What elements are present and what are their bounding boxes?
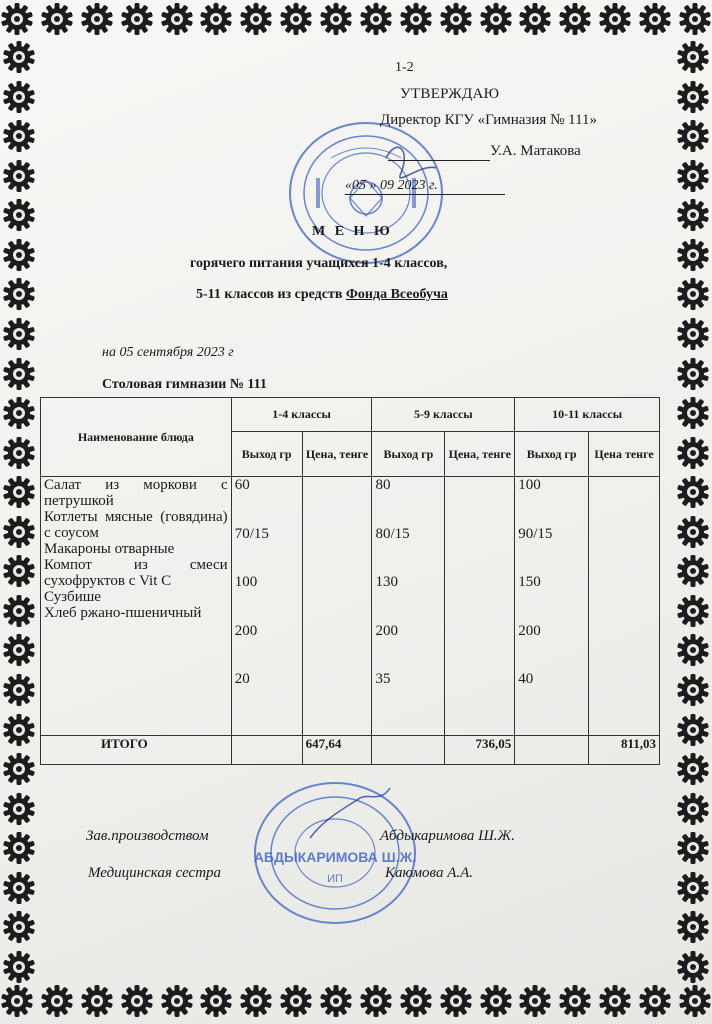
ornament-flower-icon: [439, 984, 473, 1018]
ornament-border-bottom: [0, 984, 712, 1024]
yields-10-11: [515, 477, 589, 736]
total-empty-cell: [515, 736, 589, 765]
yield-value: 80/15: [375, 525, 410, 542]
price-header: Цена тенге: [589, 432, 660, 477]
ornament-flower-icon: [676, 396, 710, 430]
ornament-flower-icon: [678, 2, 712, 36]
ornament-flower-icon: [518, 984, 552, 1018]
ornament-flower-icon: [676, 357, 710, 391]
ornament-flower-icon: [676, 831, 710, 865]
ornament-flower-icon: [40, 2, 74, 36]
ornament-flower-icon: [598, 2, 632, 36]
yields-5-9: [372, 477, 445, 736]
ornament-flower-icon: [359, 2, 393, 36]
dish-item: Хлеб ржано-пшеничный: [44, 605, 202, 621]
ornament-flower-icon: [676, 238, 710, 272]
ornament-border-left: [2, 40, 42, 984]
total-row: [41, 736, 660, 765]
stamp-type-text: ИП: [327, 873, 343, 885]
ornament-flower-icon: [676, 159, 710, 193]
yield-value: 90/15: [518, 525, 553, 542]
dish-item: Котлеты мясные (говядина) с соусом: [44, 509, 228, 541]
yield-value: 35: [375, 671, 391, 687]
canteen-name: Столовая гимназии № 111: [102, 377, 267, 392]
approval-date: «05 » 09 2023 г.: [345, 178, 438, 193]
yield-value: 70/15: [234, 525, 269, 542]
yield-value: 100: [518, 477, 541, 493]
ornament-flower-icon: [2, 910, 36, 944]
ornament-flower-icon: [359, 984, 393, 1018]
production-manager-name: Абдыкаримова Ш.Ж.: [380, 828, 515, 844]
ornament-flower-icon: [2, 357, 36, 391]
entrepreneur-stamp: [250, 778, 420, 928]
ornament-flower-icon: [676, 950, 710, 984]
menu-subtitle-line1: горячего питания учащихся 1-4 классов,: [190, 256, 448, 271]
price-header: Цена, тенге: [445, 432, 515, 477]
ornament-flower-icon: [2, 475, 36, 509]
ornament-flower-icon: [676, 871, 710, 905]
ornament-flower-icon: [676, 317, 710, 351]
ornament-flower-icon: [676, 475, 710, 509]
ornament-flower-icon: [439, 2, 473, 36]
ornament-flower-icon: [199, 2, 233, 36]
ornament-flower-icon: [120, 984, 154, 1018]
dish-item: Сузбише: [44, 589, 101, 605]
ornament-flower-icon: [638, 984, 672, 1018]
total-5-9: 736,05: [445, 736, 515, 765]
ornament-flower-icon: [676, 752, 710, 786]
ornament-flower-icon: [676, 515, 710, 549]
ornament-flower-icon: [2, 238, 36, 272]
ornament-flower-icon: [2, 554, 36, 588]
yield-value: 80: [375, 477, 391, 493]
ornament-flower-icon: [399, 2, 433, 36]
ornament-flower-icon: [676, 910, 710, 944]
group-header-10-11: 10-11 классы: [515, 398, 660, 432]
yield-value: 200: [375, 622, 398, 639]
total-1-4: 647,64: [302, 736, 372, 765]
stamp-name-text: АБДЫКАРИМОВА Ш.Ж.: [253, 849, 417, 865]
yield-header: Выход гр: [372, 432, 445, 477]
ornament-flower-icon: [676, 554, 710, 588]
ornament-flower-icon: [676, 673, 710, 707]
ornament-flower-icon: [2, 277, 36, 311]
dish-item: Компот из смеси сухофруктов с Vit C: [44, 557, 228, 589]
dish-column-header: Наименование блюда: [41, 398, 232, 477]
ornament-flower-icon: [479, 2, 513, 36]
ornament-flower-icon: [676, 633, 710, 667]
ornament-flower-icon: [2, 317, 36, 351]
menu-title: М Е Н Ю: [312, 224, 393, 239]
ornament-flower-icon: [2, 594, 36, 628]
yield-value: 200: [234, 622, 258, 639]
ornament-flower-icon: [120, 2, 154, 36]
table-row: [41, 477, 660, 736]
dish-item: Макароны отварные: [44, 541, 175, 557]
price-cell: [445, 477, 515, 736]
ornament-flower-icon: [2, 950, 36, 984]
total-empty-cell: [231, 736, 302, 765]
ornament-flower-icon: [2, 792, 36, 826]
ornament-border-right: [676, 40, 712, 984]
signature-line: [388, 160, 490, 161]
ornament-flower-icon: [160, 984, 194, 1018]
nurse-name: Каюмова А.А.: [385, 865, 474, 881]
ornament-flower-icon: [2, 436, 36, 470]
yield-value: 60: [234, 477, 250, 493]
ornament-flower-icon: [676, 119, 710, 153]
menu-subtitle-line2: [196, 287, 448, 303]
ornament-flower-icon: [638, 2, 672, 36]
ornament-flower-icon: [0, 984, 34, 1018]
ornament-flower-icon: [676, 198, 710, 232]
director-name: У.А. Матакова: [490, 143, 581, 159]
director-title: Директор КГУ «Гимназия № 111»: [380, 112, 598, 128]
ornament-flower-icon: [2, 673, 36, 707]
ornament-flower-icon: [2, 871, 36, 905]
ornament-flower-icon: [2, 633, 36, 667]
ornament-flower-icon: [2, 119, 36, 153]
ornament-flower-icon: [160, 2, 194, 36]
ornament-flower-icon: [2, 198, 36, 232]
yield-value: 20: [234, 671, 250, 687]
ornament-flower-icon: [279, 984, 313, 1018]
ornament-flower-icon: [676, 594, 710, 628]
yield-value: 100: [234, 574, 258, 590]
ornament-flower-icon: [2, 713, 36, 747]
yield-value: 130: [375, 574, 398, 590]
total-label: ИТОГО: [41, 736, 232, 765]
price-cell: [302, 477, 372, 736]
dish-item: Салат из моркови с петрушкой: [44, 477, 228, 509]
ornament-flower-icon: [676, 436, 710, 470]
nurse-role: Медицинская сестра: [88, 865, 222, 881]
total-10-11: 811,03: [589, 736, 660, 765]
ornament-flower-icon: [518, 2, 552, 36]
ornament-flower-icon: [479, 984, 513, 1018]
menu-date: на 05 сентября 2023 г: [102, 345, 234, 360]
ornament-flower-icon: [199, 984, 233, 1018]
yields-1-4: [231, 477, 302, 736]
ornament-flower-icon: [239, 2, 273, 36]
group-header-5-9: 5-9 классы: [372, 398, 515, 432]
ornament-flower-icon: [678, 984, 712, 1018]
date-underline: [345, 194, 505, 195]
ornament-flower-icon: [598, 984, 632, 1018]
ornament-flower-icon: [2, 515, 36, 549]
ornament-flower-icon: [80, 984, 114, 1018]
ornament-flower-icon: [676, 277, 710, 311]
ornament-border-top: [0, 2, 712, 42]
approval-heading: УТВЕРЖДАЮ: [400, 86, 500, 102]
ornament-flower-icon: [279, 2, 313, 36]
ornament-flower-icon: [558, 984, 592, 1018]
ornament-flower-icon: [2, 752, 36, 786]
price-header: Цена, тенге: [302, 432, 372, 477]
ornament-flower-icon: [558, 2, 592, 36]
ornament-flower-icon: [40, 984, 74, 1018]
yield-header: Выход гр: [515, 432, 589, 477]
group-header-1-4: 1-4 классы: [231, 398, 372, 432]
ornament-flower-icon: [319, 2, 353, 36]
yield-value: 150: [518, 574, 541, 590]
production-manager-role: Зав.производством: [86, 828, 209, 844]
document-number: 1-2: [395, 60, 414, 75]
price-cell: [589, 477, 660, 736]
subtitle-prefix: 5-11 классов из средств: [196, 287, 346, 302]
ornament-flower-icon: [2, 396, 36, 430]
dish-list: [41, 477, 232, 736]
ornament-flower-icon: [2, 40, 36, 74]
menu-table: [40, 397, 660, 765]
ornament-flower-icon: [2, 80, 36, 114]
ornament-flower-icon: [676, 80, 710, 114]
fund-name: Фонда Всеобуча: [345, 287, 448, 302]
yield-header: Выход гр: [231, 432, 302, 477]
ornament-flower-icon: [2, 159, 36, 193]
ornament-flower-icon: [676, 40, 710, 74]
ornament-flower-icon: [676, 792, 710, 826]
yield-value: 40: [518, 671, 534, 687]
ornament-flower-icon: [399, 984, 433, 1018]
ornament-flower-icon: [0, 2, 34, 36]
ornament-flower-icon: [676, 713, 710, 747]
ornament-flower-icon: [2, 831, 36, 865]
ornament-flower-icon: [80, 2, 114, 36]
total-empty-cell: [372, 736, 445, 765]
ornament-flower-icon: [319, 984, 353, 1018]
yield-value: 200: [518, 622, 541, 639]
ornament-flower-icon: [239, 984, 273, 1018]
